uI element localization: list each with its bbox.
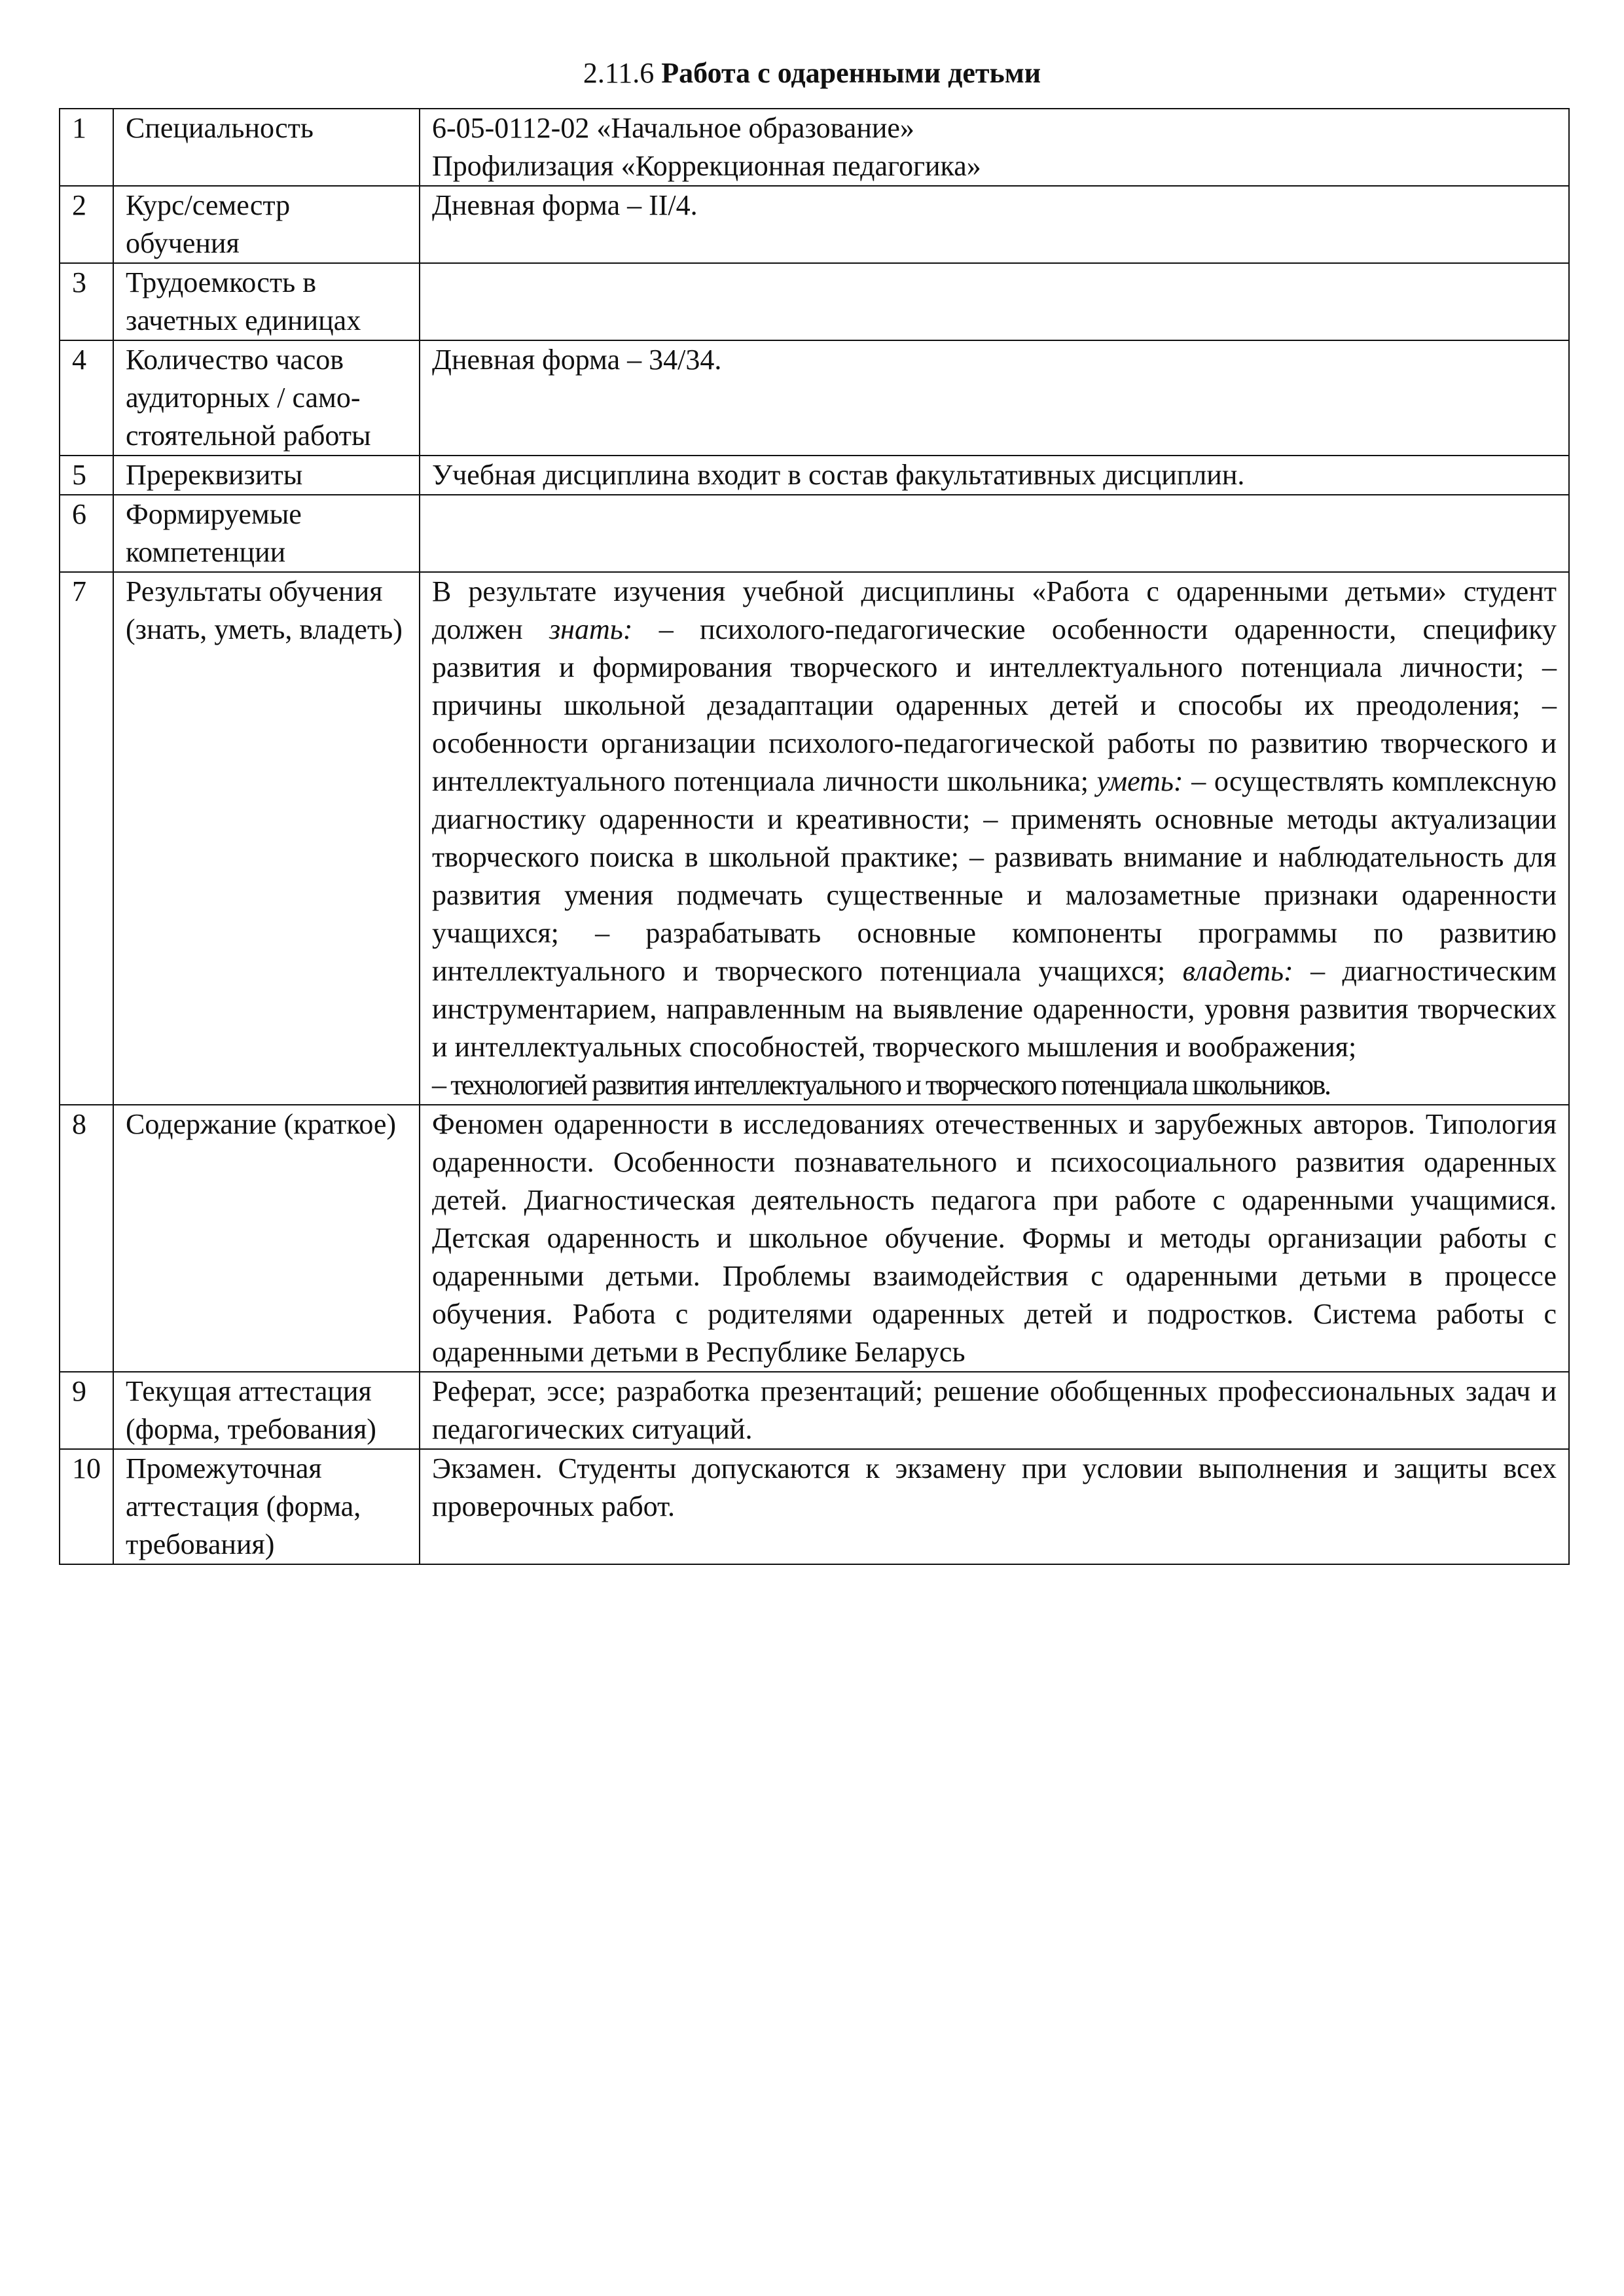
- table-row: [60, 263, 1569, 340]
- row-number: 4: [60, 340, 113, 456]
- section-title: Работа с одаренными детьми: [661, 57, 1041, 89]
- table-row: [60, 186, 1569, 263]
- row-label: Содержание (краткое): [113, 1105, 420, 1372]
- row-number: 2: [60, 186, 113, 263]
- row-number: 3: [60, 263, 113, 340]
- row-label: Количество часов аудиторных / само-стоятельной работы: [113, 340, 420, 456]
- row-value: [420, 495, 1569, 572]
- discipline-table: [59, 108, 1570, 1565]
- row-value: Феномен одаренности в исследованиях отечественных и зарубежных авторов. Типология одаренности. Особенности познавательного и психосоциального развития одаренных детей. Диагностическая деятельность педагога при работе с одаренными учащимися. Детская одаренность и школьное обучение. Формы и методы организации работы с одаренными детьми. Проблемы взаимодействия с одаренными детьми в процессе обучения. Работа с родителями одаренных детей и подростков. Система работы с одаренными детьми в Республике Беларусь: [420, 1105, 1569, 1372]
- row-label: Текущая аттестация (форма, требования): [113, 1372, 420, 1449]
- row-value: [420, 263, 1569, 340]
- row-label: Промежуточная аттестация (форма, требования): [113, 1449, 420, 1564]
- row-number: 10: [60, 1449, 113, 1564]
- row-label: Трудоемкость в зачетных единицах: [113, 263, 420, 340]
- row-label: Специальность: [113, 109, 420, 186]
- know-label: знать:: [549, 613, 633, 645]
- table-row: [60, 1372, 1569, 1449]
- row-label: Пререквизиты: [113, 456, 420, 495]
- row-label: Результаты обучения (знать, уметь, владеть): [113, 572, 420, 1105]
- section-number: 2.11.6: [583, 57, 655, 89]
- own-text: – диагностическим инструментарием, направленным на выявление одаренности, уровня развития творческих и интеллектуальных способностей, творческого мышления и воображения;: [432, 955, 1557, 1063]
- row-label: Формируемые компетенции: [113, 495, 420, 572]
- profile-line: Профилизация «Коррекционная педагогика»: [432, 150, 981, 182]
- outcomes-last-line: – технологией развития интеллектуального и творческого потенциала школьников.: [432, 1069, 1330, 1101]
- own-label: владеть:: [1182, 955, 1293, 987]
- row-value: [420, 109, 1569, 186]
- row-value: Дневная форма – II/4.: [420, 186, 1569, 263]
- row-value: Экзамен. Студенты допускаются к экзамену при условии выполнения и защиты всех проверочных работ.: [420, 1449, 1569, 1564]
- row-value: Учебная дисциплина входит в состав факультативных дисциплин.: [420, 456, 1569, 495]
- learning-outcomes: [420, 572, 1569, 1105]
- can-label: уметь:: [1096, 765, 1183, 797]
- specialty-line: 6-05-0112-02 «Начальное образование»: [432, 112, 914, 144]
- table-row: [60, 456, 1569, 495]
- row-number: 7: [60, 572, 113, 1105]
- know-text: – психолого-педагогические особенности одаренности, специфику развития и формирования творческого и интеллектуального потенциала личности; – причины школьной дезадаптации одаренных детей и способы их преодоления; – особенности организации психолого-педагогической работы по развитию творческого и интеллектуального потенциала личности школьника;: [432, 613, 1557, 797]
- table-row: [60, 109, 1569, 186]
- table-row: [60, 495, 1569, 572]
- row-value: Дневная форма – 34/34.: [420, 340, 1569, 456]
- can-text: – осуществлять комплексную диагностику одаренности и креативности; – применять основные методы актуализации творческого поиска в школьной практике; – развивать внимание и наблюдательность для развития умения подмечать существенные и малозаметные признаки одаренности учащихся; – разрабатывать основные компоненты программы по развитию интеллектуального и творческого потенциала учащихся;: [432, 765, 1557, 987]
- row-number: 8: [60, 1105, 113, 1372]
- outcomes-intro: В результате изучения учебной дисциплины «Работа с одаренными детьми» студент должен: [432, 575, 1557, 645]
- table-row: [60, 1105, 1569, 1372]
- page-title: [0, 54, 1624, 93]
- row-label: Курс/семестр обучения: [113, 186, 420, 263]
- row-number: 6: [60, 495, 113, 572]
- table-row: [60, 340, 1569, 456]
- row-number: 5: [60, 456, 113, 495]
- table-row: [60, 1449, 1569, 1564]
- table-row: [60, 572, 1569, 1105]
- row-number: 9: [60, 1372, 113, 1449]
- row-value: Реферат, эссе; разработка презентаций; решение обобщенных профессиональных задач и педагогических ситуаций.: [420, 1372, 1569, 1449]
- row-number: 1: [60, 109, 113, 186]
